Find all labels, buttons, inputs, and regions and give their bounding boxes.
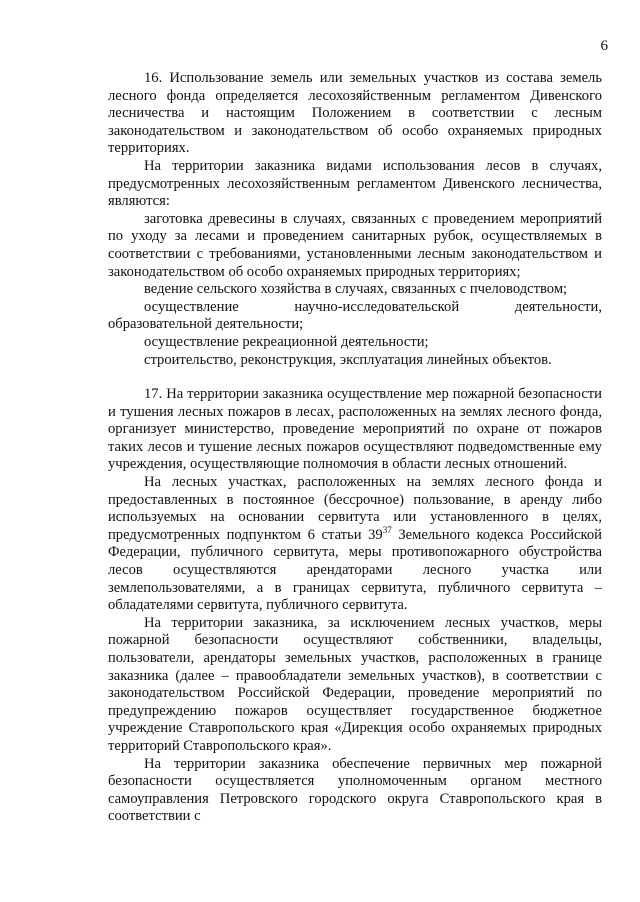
paragraph-primary-fire-measures: На территории заказника обеспечение первичных мер пожарной безопасности осуществляется уполномоченным органом местного самоуправления Петровского городского округа Ставропольского края в соответствии с <box>108 755 602 825</box>
paragraph-16: 16. Использование земель или земельных участков из состава земель лесного фонда определяется лесохозяйственным регламентом Дивенского лесничества и настоящим Положением в соответствии с лесным законодательством и законодательством об особо охраняемых природных территориях. <box>108 70 602 157</box>
list-item-timber-harvest: заготовка древесины в случаях, связанных с проведением мероприятий по уходу за лесами и проведением санитарных рубок, осуществляемых в соответствии с требованиями, установленными лесным законодательством и законодательством об особо охраняемых природных территориях; <box>108 210 602 280</box>
paragraph-fire-safety-owners: На территории заказника, за исключением лесных участков, меры пожарной безопасности осуществляют собственники, владельцы, пользователи, арендаторы земельных участков, расположенных в границе заказника (далее – правообладатели земельных участков), в соответствии с законодательством Российской Федерации, проведение мероприятий по предупреждению пожаров осуществляет государственное бюджетное учреждение Ставропольского края «Дирекция особо охраняемых природных территорий Ставропольского края». <box>108 614 602 754</box>
article-superscript: 37 <box>382 524 392 535</box>
paragraph-forest-plots-text: На лесных участках, расположенных на землях лесного фонда и предоставленных в постоянное (бессрочное) пользование, в аренду либо используемых на основании сервитута или установленного в целях, предусмотренных подпунктом 6 статьи 39 <box>108 474 602 543</box>
list-item-recreation: осуществление рекреационной деятельности; <box>144 333 429 350</box>
paragraph-forest-use-types: На территории заказника видами использования лесов в случаях, предусмотренных лесохозяйственным регламентом Дивенского лесничества, являются: <box>108 157 602 210</box>
list-item-linear-objects: строительство, реконструкция, эксплуатация линейных объектов. <box>144 351 552 368</box>
paragraph-forest-plots-text-cont: Земельного кодекса Российской Федерации, публичного сервитута, меры противопожарного обустройства лесов осуществляются арендаторами лесного участка или землепользователями, а в границах сервитута, публичного сервитута – обладателями сервитута, публичного сервитута. <box>108 526 602 614</box>
paragraph-17: 17. На территории заказника осуществление мер пожарной безопасности и тушения лесных пожаров в лесах, расположенных на землях лесного фонда, организует министерство, проведение мероприятий по охране от пожаров таких лесов и тушение лесных пожаров осуществляют подведомственные ему учреждения, осуществляющие полномочия в области лесных отношений. <box>108 386 602 473</box>
list-item-research: осуществление научно-исследовательской деятельности, образовательной деятельности; <box>108 298 602 333</box>
document-body <box>108 70 602 826</box>
list-item-agriculture: ведение сельского хозяйства в случаях, связанных с пчеловодством; <box>144 281 568 298</box>
page-number: 6 <box>600 38 608 54</box>
paragraph-forest-plots <box>108 474 602 615</box>
